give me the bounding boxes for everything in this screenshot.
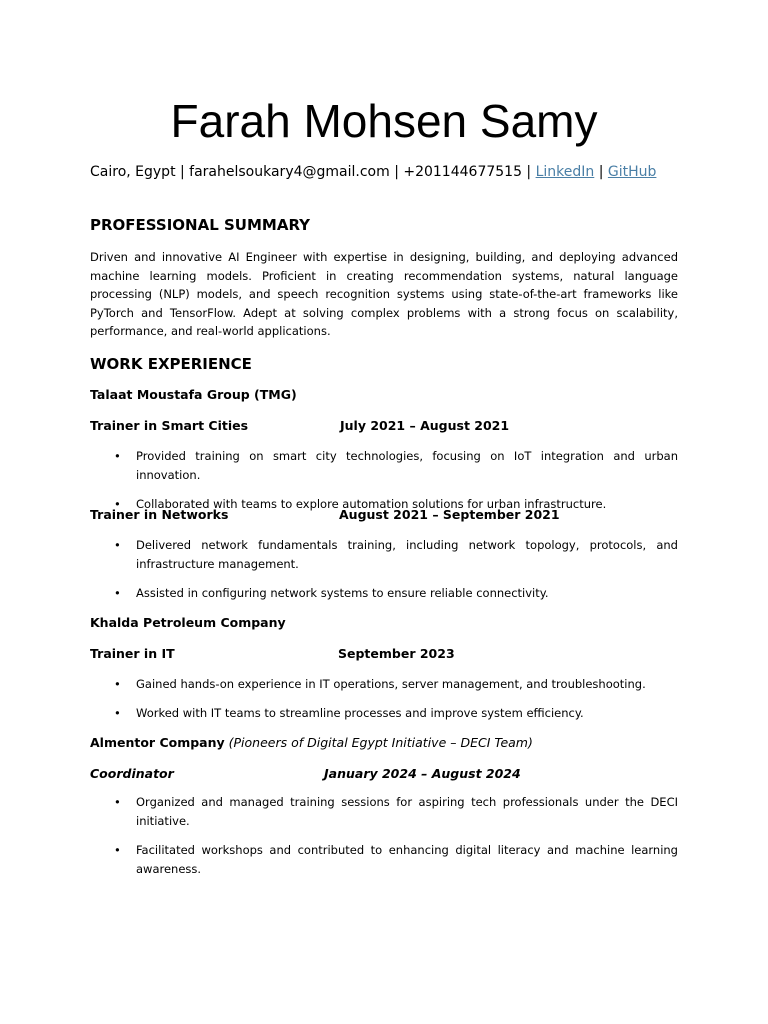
candidate-name: Farah Mohsen Samy	[170, 95, 598, 147]
bullet-text: Provided training on smart city technologies, focusing on IoT integration and urban innovation.	[136, 449, 678, 482]
company-entry	[90, 614, 286, 632]
role-dates: August 2021 – September 2021	[339, 507, 560, 522]
bullet-text: Delivered network fundamentals training, including network topology, protocols, and infrastructure management.	[136, 538, 678, 571]
bullet-text: Collaborated with teams to explore automation solutions for urban infrastructure.	[136, 497, 607, 511]
role-title: Coordinator	[90, 766, 174, 781]
bullet-icon: •	[114, 677, 121, 691]
list-item	[90, 447, 678, 485]
list-item	[90, 841, 678, 879]
role-title: Trainer in IT	[90, 646, 175, 661]
role-dates: January 2024 – August 2024	[324, 766, 521, 781]
bullet-text: Assisted in configuring network systems to ensure reliable connectivity.	[136, 586, 549, 600]
company-note: (Pioneers of Digital Egypt Initiative – DECI Team)	[228, 735, 533, 750]
role-header	[90, 417, 678, 435]
role-dates: July 2021 – August 2021	[340, 418, 510, 433]
linkedin-link[interactable]: LinkedIn	[535, 164, 595, 180]
role-title: Trainer in Networks	[90, 507, 229, 522]
role-header	[90, 645, 678, 663]
role-title: Trainer in Smart Cities	[90, 418, 249, 433]
bullet-icon: •	[114, 586, 121, 600]
bullet-text: Facilitated workshops and contributed to enhancing digital literacy and machine learning awareness.	[136, 843, 678, 876]
role-bullet-list	[90, 675, 678, 723]
role-bullet-list	[90, 447, 678, 514]
company-name: Almentor Company	[90, 735, 225, 750]
contact-line	[90, 162, 678, 182]
list-item	[90, 536, 678, 574]
bullet-icon: •	[114, 843, 121, 857]
github-link[interactable]: GitHub	[607, 164, 657, 180]
role-dates: September 2023	[338, 646, 455, 661]
bullet-text: Organized and managed training sessions for aspiring tech professionals under the DECI initiative.	[136, 795, 678, 828]
role-bullet-list	[90, 793, 678, 879]
list-item	[90, 675, 678, 694]
bullet-text: Worked with IT teams to streamline processes and improve system efficiency.	[136, 706, 584, 720]
bullet-icon: •	[114, 449, 121, 463]
professional-summary-text: Driven and innovative AI Engineer with expertise in designing, building, and deploying advanced machine learning models. Proficient in creating recommendation systems, natural language processing (NLP) models, and speech recognition systems using state-of-the-art frameworks like PyTorch and TensorFlow. Adept at solving complex problems with a strong focus on scalability, performance, and real-world applications.	[90, 250, 678, 339]
role-header	[90, 506, 678, 524]
bullet-icon: •	[114, 497, 121, 511]
company-entry	[90, 734, 533, 752]
bullet-icon: •	[114, 538, 121, 552]
list-item	[90, 793, 678, 831]
contact-details: Cairo, Egypt | farahelsoukary4@gmail.com | +201144677515 |	[90, 164, 536, 180]
contact-separator: |	[594, 164, 608, 180]
role-bullet-list	[90, 536, 678, 603]
list-item	[90, 704, 678, 723]
bullet-icon: •	[114, 795, 121, 809]
company-entry	[90, 386, 297, 404]
bullet-text: Gained hands-on experience in IT operations, server management, and troubleshooting.	[136, 677, 646, 691]
company-name: Khalda Petroleum Company	[90, 615, 286, 630]
role-header	[90, 765, 678, 783]
company-name: Talaat Moustafa Group (TMG)	[90, 387, 297, 402]
professional-summary-heading: PROFESSIONAL SUMMARY	[90, 216, 311, 234]
work-experience-heading: WORK EXPERIENCE	[90, 355, 252, 373]
bullet-icon: •	[114, 706, 121, 720]
list-item	[90, 584, 678, 603]
